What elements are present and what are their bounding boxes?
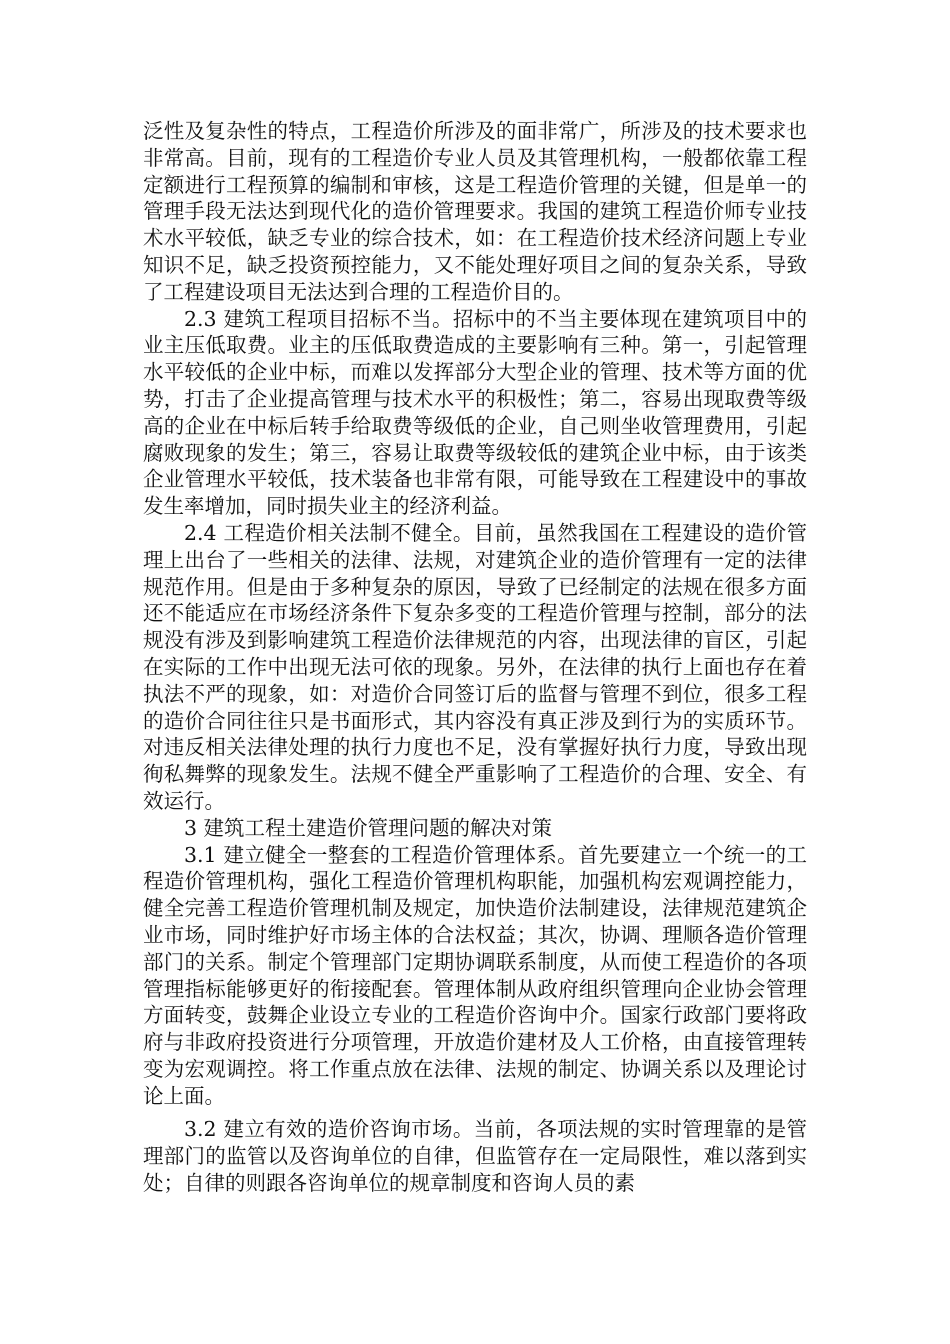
paragraph-2-4: 2.4 工程造价相关法制不健全。目前，虽然我国在工程建设的造价管理上出台了一些相关的法律、法规，对建筑企业的造价管理有一定的法律规范作用。但是由于多种复杂的原因，导致了已经制定的法规在很多方面还不能适应在市场经济条件下复杂多变的工程造价管理与控制，部分的法规没有涉及到影响建筑工程造价法律规范的内容，出现法律的盲区，引起在实际的工作中出现无法可依的现象。另外，在法律的执行上面也存在着执法不严的现象，如：对造价合同签订后的监督与管理不到位，很多工程的造价合同往往只是书面形式，其内容没有真正涉及到行为的实质环节。对违反相关法律处理的执行力度也不足，没有掌握好执行力度，导致出现徇私舞弊的现象发生。法规不健全严重影响了工程造价的合理、安全、有效运行。: [143, 520, 807, 813]
document-body: [143, 118, 807, 1197]
section-heading-3: 3 建筑工程土建造价管理问题的解决对策: [184, 815, 553, 840]
paragraph-3-1: 3.1 建立健全一整套的工程造价管理体系。首先要建立一个统一的工程造价管理机构，强化工程造价管理机构职能，加强机构宏观调控能力，健全完善工程造价管理机制及规定，加快造价法制建设，法律规范建筑企业市场，同时维护好市场主体的合法权益；其次，协调、理顺各造价管理部门的关系。制定个管理部门定期协调联系制度，从而使工程造价的各项管理指标能够更好的衔接配套。管理体制从政府组织管理向企业协会管理方面转变，鼓舞企业设立专业的工程造价咨询中介。国家行政部门要将政府与非政府投资进行分项管理，开放造价建材及人工价格，由直接管理转变为宏观调控。将工作重点放在法律、法规的制定、协调关系以及理论讨论上面。: [143, 842, 807, 1108]
paragraph-2-3: 2.3 建筑工程项目招标不当。招标中的不当主要体现在建筑项目中的业主压低取费。业主的压低取费造成的主要影响有三种。第一，引起管理水平较低的企业中标，而难以发挥部分大型企业的管理、技术等方面的优势，打击了企业提高管理与技术水平的积极性；第二，容易出现取费等级高的企业在中标后转手给取费等级低的企业，自己则坐收管理费用，引起腐败现象的发生；第三，容易让取费等级较低的建筑企业中标，由于该类企业管理水平较低，技术装备也非常有限，可能导致在工程建设中的事故发生率增加，同时损失业主的经济利益。: [143, 306, 807, 519]
paragraph-continuation: 泛性及复杂性的特点，工程造价所涉及的面非常广，所涉及的技术要求也非常高。目前，现有的工程造价专业人员及其管理机构，一般都依靠工程定额进行工程预算的编制和审核，这是工程造价管理的关键，但是单一的管理手段无法达到现代化的造价管理要求。我国的建筑工程造价师专业技术水平较低，缺乏专业的综合技术，如：在工程造价技术经济问题上专业知识不足，缺乏投资预控能力，又不能处理好项目之间的复杂关系，导致了工程建设项目无法达到合理的工程造价目的。: [143, 119, 807, 304]
paragraph-3-2: 3.2 建立有效的造价咨询市场。当前，各项法规的实时管理靠的是管理部门的监管以及咨询单位的自律，但监管存在一定局限性，难以落到实处；自律的则跟各咨询单位的规章制度和咨询人员的素: [143, 1117, 807, 1196]
